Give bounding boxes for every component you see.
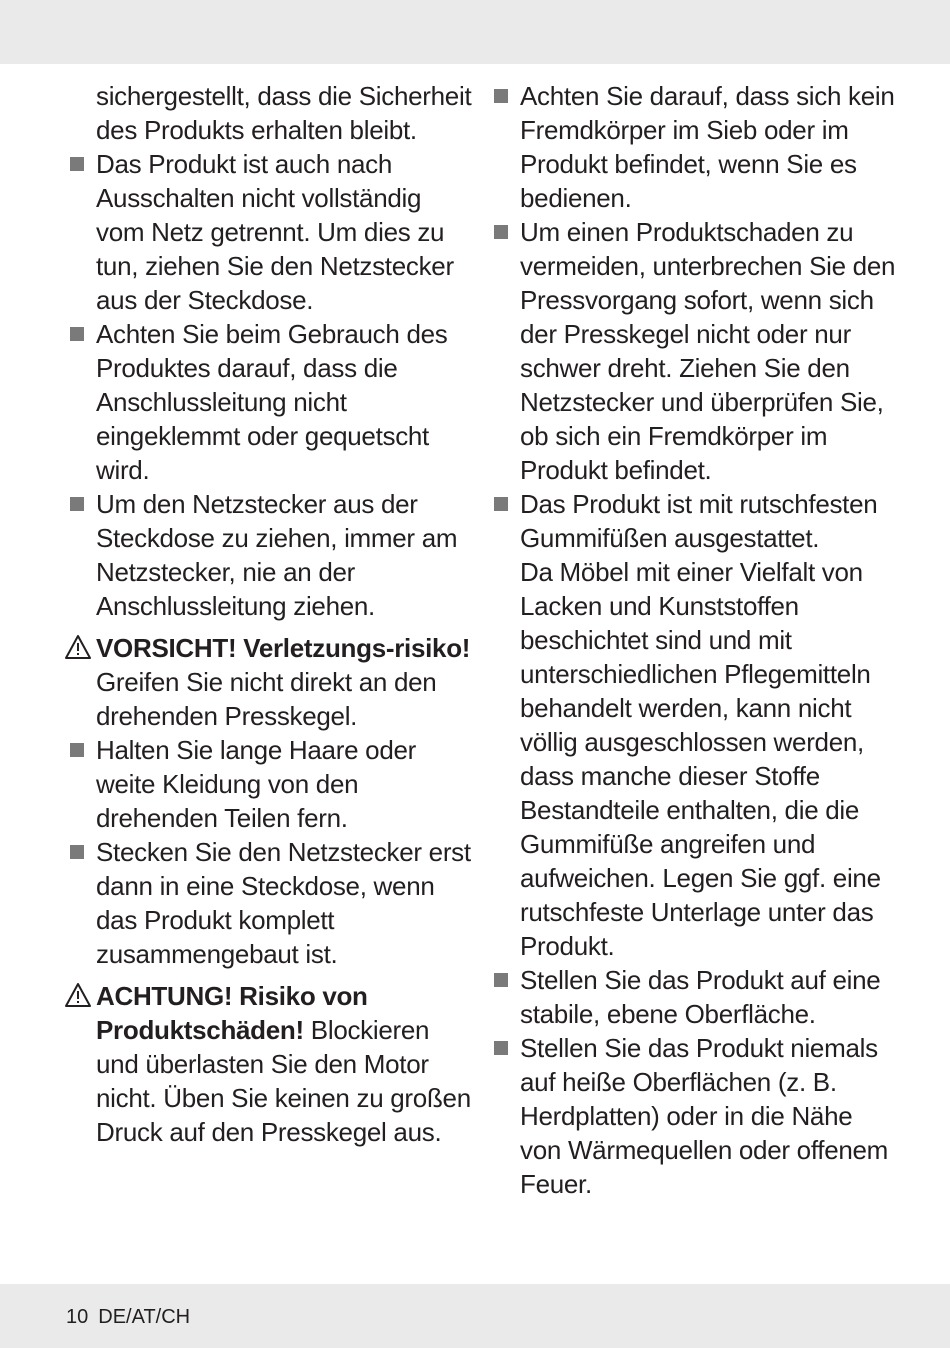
list-item: Stecken Sie den Netzstecker erst dann in eine Steckdose, wenn das Produkt komplett zusammengebaut ist. (96, 835, 476, 971)
list-item: Das Produkt ist mit rutschfesten Gummifüßen ausgestattet. (520, 487, 900, 555)
warning-text: Blockieren und überlasten Sie den Motor nicht. Üben Sie keinen zu großen Druck auf den Presskegel aus. (96, 1015, 471, 1147)
list-item: Stellen Sie das Produkt niemals auf heiße Oberflächen (z. B. Herdplatten) oder in die Nähe von Wärmequellen oder offenem Feuer. (520, 1031, 900, 1201)
page-footer (66, 1303, 190, 1331)
page-number: 10 (66, 1306, 89, 1328)
warning-heading: ACHTUNG! Risiko von Produktschäden! (96, 981, 368, 1045)
list-item: Halten Sie lange Haare oder weite Kleidung von den drehenden Teilen fern. (96, 733, 476, 835)
region-label: DE/AT/CH (98, 1306, 191, 1328)
list-item: Das Produkt ist auch nach Ausschalten nicht vollständig vom Netz getrennt. Um dies zu tun, ziehen Sie den Netzstecker aus der Steckdose. (96, 147, 476, 317)
warning-caution (96, 631, 476, 733)
list-item: Achten Sie darauf, dass sich kein Fremdkörper im Sieb oder im Produkt befindet, wenn Sie es bedienen. (520, 79, 900, 215)
warning-heading: VORSICHT! Verletzungs-risiko! (96, 633, 471, 663)
warning-triangle-icon (64, 634, 92, 660)
list-item: Achten Sie beim Gebrauch des Produktes darauf, dass die Anschlussleitung nicht eingeklemmt oder gequetscht wird. (96, 317, 476, 487)
header-band (0, 0, 950, 64)
list-item-continuation: Da Möbel mit einer Vielfalt von Lacken und Kunststoffen beschichtet sind und mit unterschiedlichen Pflegemitteln behandelt werden, kann nicht völlig ausgeschlossen werden, dass manche dieser Stoffe Bestandteile enthalten, die die Gummifüße angreifen und aufweichen. Legen Sie ggf. eine rutschfeste Unterlage unter das Produkt. (520, 557, 881, 961)
right-column (520, 79, 900, 1201)
warning-text: Greifen Sie nicht direkt an den drehenden Presskegel. (96, 667, 437, 731)
warning-triangle-icon (64, 982, 92, 1008)
continuation-text: sichergestellt, dass die Sicherheit des Produkts erhalten bleibt. (96, 81, 472, 145)
list-item: Um einen Produktschaden zu vermeiden, unterbrechen Sie den Pressvorgang sofort, wenn sich der Presskegel nicht oder nur schwer dreht. Ziehen Sie den Netzstecker und überprüfen Sie, ob sich ein Fremdkörper im Produkt befindet. (520, 215, 900, 487)
list-item: Stellen Sie das Produkt auf eine stabile, ebene Oberfläche. (520, 963, 900, 1031)
warning-attention (96, 979, 476, 1149)
left-column (96, 79, 476, 1149)
list-item: Um den Netzstecker aus der Steckdose zu ziehen, immer am Netzstecker, nie an der Anschlussleitung ziehen. (96, 487, 476, 623)
